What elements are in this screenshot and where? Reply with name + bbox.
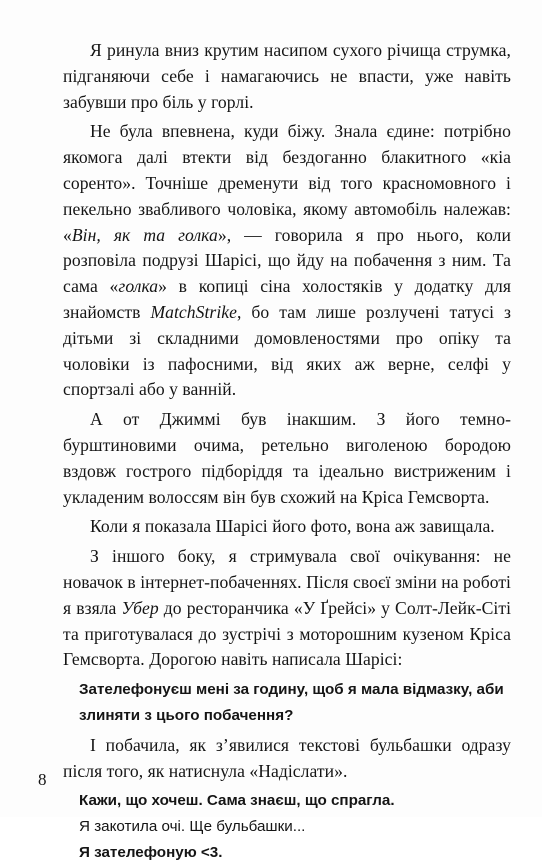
paragraph-5-text: З іншого боку, я стримувала свої очікування: не новачок в інтернет-побаченнях. Після своєї зміни на роботі я взяла bbox=[63, 546, 511, 618]
paragraph-2-text: Не була впевнена, куди біжу. Знала єдине: потрібно якомога далі втекти від бездоганно блакитного «кіа соренто». Точніше дременути від того красномовного і пекельно звабливого чоловіка, якому автомобіль належав: « bbox=[63, 121, 511, 245]
text-message-2: Кажи, що хочеш. Сама знаєш, що спрагла. bbox=[79, 792, 395, 810]
page-number: 8 bbox=[38, 770, 47, 789]
paragraph-3: А от Джиммі був інакшим. З його темно-бурштиновими очима, ретельно виголеною бородою вздовж гострого підборіддя та ідеально вистриженим і укладеним волоссям він був схожий на Кріса Гемсворта. bbox=[63, 409, 511, 507]
paragraph-2-text: », — говорила я про нього, коли розповіла подрузі Шарісі, що йду на побачення з ним. Та сама « bbox=[63, 224, 511, 297]
paragraph-2 bbox=[63, 119, 511, 403]
text-message-3: Я зателефоную <3. bbox=[79, 843, 223, 861]
paragraph-4: Коли я показала Шарісі його фото, вона аж завищала. bbox=[90, 516, 495, 537]
italic-phrase: голка bbox=[118, 276, 159, 297]
italic-phrase: Убер bbox=[121, 597, 159, 618]
paragraph-2-text: » в копиці сіна холостяків у додатку для знайомств bbox=[63, 276, 511, 322]
text-message-1: Зателефонуєш мені за годину, щоб я мала відмазку, аби злиняти з цього побачення? bbox=[79, 681, 504, 724]
paragraph-5-text: до ресторанчика «У Ґрейсі» у Солт-Лейк-Сіті та приготувалася до зустрічі з моторошним кузеном Кріса Гемсворта. Дорогою навіть написала Шарісі: bbox=[63, 597, 512, 670]
italic-phrase: Він, як та голка bbox=[71, 224, 218, 245]
paragraph-6: І побачила, як з’явилися текстові бульбашки одразу після того, як натиснула «Надіслати». bbox=[63, 734, 511, 781]
narration-line: Я закотила очі. Ще бульбашки... bbox=[79, 818, 306, 836]
paragraph-1: Я ринула вниз крутим насипом сухого річища струмка, підганяючи себе і намагаючись не впасти, уже навіть забувши про біль у горлі. bbox=[63, 40, 511, 112]
italic-phrase: MatchStrike bbox=[150, 301, 237, 322]
paragraph-5 bbox=[63, 544, 511, 673]
paragraph-2-text: , бо там лише розлучені татусі з дітьми зі складними домовленостями про опіку та чоловіки із пафосними, від яких аж верне, селфі у спортзалі або у ванній. bbox=[63, 301, 511, 400]
page-text bbox=[63, 38, 511, 866]
